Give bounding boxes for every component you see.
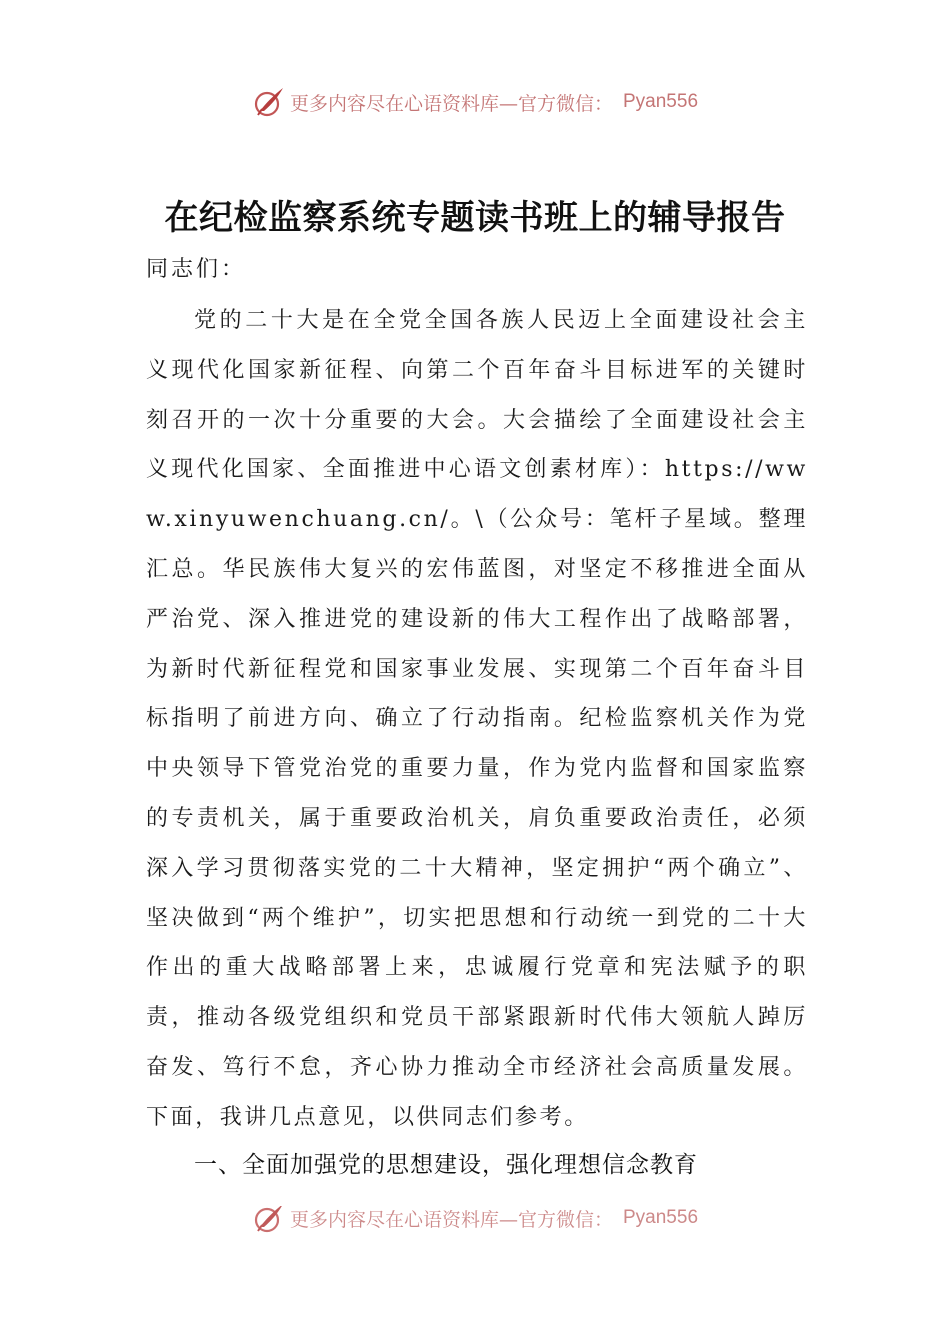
watermark-handle: Pyan556: [623, 1207, 699, 1228]
footer-watermark: [0, 1206, 950, 1242]
document-title: 在纪检监察系统专题读书班上的辅导报告: [164, 198, 786, 238]
watermark-handle: Pyan556: [623, 91, 699, 112]
salutation: 同志们：: [146, 257, 247, 282]
watermark-text: 更多内容尽在心语资料库—官方微信：: [289, 1208, 613, 1231]
section-heading-1: 一、全面加强党的思想建设，强化理想信念教育: [194, 1152, 698, 1178]
header-watermark: [0, 84, 950, 120]
quill-pen-logo-icon: [252, 85, 286, 119]
body-paragraph: 党的二十大是在全党全国各族人民迈上全面建设社会主义现代化国家新征程、向第二个百年奋斗目标进军的关键时刻召开的一次十分重要的大会。大会描绘了全面建设社会主义现代化国家、全面推进中心语文创素材库）：https://www.xinyuwenchuang.cn/。\（公众号：笔杆子星域。整理汇总。华民族伟大复兴的宏伟蓝图，对坚定不移推进全面从严治党、深入推进党的建设新的伟大工程作出了战略部署，为新时代新征程党和国家事业发展、实现第二个百年奋斗目标指明了前进方向、确立了行动指南。纪检监察机关作为党中央领导下管党治党的重要力量，作为党内监督和国家监察的专责机关，属于重要政治机关，肩负重要政治责任，必须深入学习贯彻落实党的二十大精神，坚定拥护“两个确立”、坚决做到“两个维护”，切实把思想和行动统一到党的二十大作出的重大战略部署上来，忠诚履行党章和宪法赋予的职责，推动各级党组织和党员干部紧跟新时代伟大领航人踔厉奋发、笃行不怠，齐心协力推动全市经济社会高质量发展。下面，我讲几点意见，以供同志们参考。: [146, 308, 808, 1130]
quill-pen-logo-icon: [252, 1206, 286, 1235]
watermark-text: 更多内容尽在心语资料库—官方微信：: [289, 92, 613, 115]
